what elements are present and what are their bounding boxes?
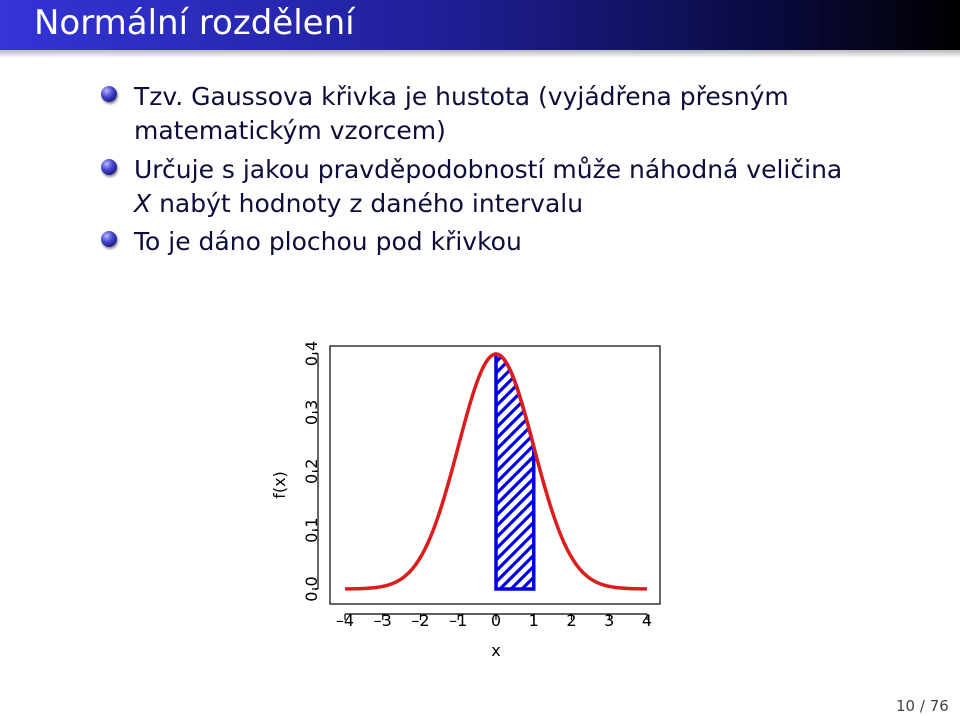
x-tick-label: –3 xyxy=(373,611,392,630)
hatch-line xyxy=(566,329,826,589)
bullet-2-line-1: Určuje s jakou pravděpodobností může náhodná veličina xyxy=(134,155,843,184)
y-tick-label: 0.4 xyxy=(302,340,321,367)
hatch-line xyxy=(478,329,738,589)
bullet-2-line-2: nabýt hodnoty z daného intervalu xyxy=(151,189,584,218)
bullet-3-line-1: To je dáno plochou pod křivkou xyxy=(134,227,522,256)
hatch-line xyxy=(401,329,661,589)
hatch-line xyxy=(247,329,507,589)
hatch-line xyxy=(368,329,628,589)
x-tick-label: –1 xyxy=(449,611,468,630)
y-tick-label: 0.0 xyxy=(302,576,321,602)
hatch-line xyxy=(390,329,650,589)
hatch-line xyxy=(357,329,617,589)
hatch-line xyxy=(544,329,804,589)
page-total: 76 xyxy=(929,697,949,715)
hatch-line xyxy=(511,329,771,589)
hatch-line xyxy=(423,329,683,589)
hatch-line xyxy=(412,329,672,589)
hatch-line xyxy=(302,329,562,589)
hatch-line xyxy=(500,329,760,589)
y-tick-label: 0.2 xyxy=(302,458,321,484)
hatch-line xyxy=(588,329,848,589)
y-axis-label: f(x) xyxy=(270,471,289,499)
bullet-1-line-2: matematickým vzorcem) xyxy=(134,116,446,145)
hatch-line xyxy=(555,329,815,589)
hatch-line xyxy=(599,329,859,589)
hatch-line xyxy=(335,329,595,589)
hatch-line xyxy=(577,329,837,589)
bullet-2-variable: X xyxy=(134,189,152,218)
hatch-line xyxy=(236,329,496,589)
x-tick-label: 3 xyxy=(604,611,615,630)
x-axis-label: x xyxy=(491,641,501,660)
x-tick-label: 2 xyxy=(566,611,577,630)
x-tick-label: –2 xyxy=(411,611,430,630)
slide-title: Normální rozdělení xyxy=(34,3,355,43)
x-tick-label: 4 xyxy=(641,611,653,630)
bullet-1-line-1: Tzv. Gaussova křivka je hustota (vyjádřena přesným xyxy=(134,82,789,111)
x-tick-label: 0 xyxy=(490,611,502,630)
x-tick-label: –4 xyxy=(335,611,355,630)
page-current: 10 xyxy=(896,697,916,715)
hatch-line xyxy=(610,329,870,589)
hatch-line xyxy=(489,329,749,589)
y-tick-label: 0.1 xyxy=(302,517,321,543)
hatch-line xyxy=(258,329,518,589)
x-tick-label: 1 xyxy=(528,611,539,630)
hatch-line xyxy=(522,329,782,589)
hatch-line xyxy=(434,329,694,589)
hatch-line xyxy=(533,329,793,589)
hatch-line xyxy=(467,329,727,589)
page-number: 10 / 76 xyxy=(896,697,949,715)
y-tick-label: 0.3 xyxy=(302,399,321,426)
shaded-area-hatching xyxy=(236,329,870,589)
